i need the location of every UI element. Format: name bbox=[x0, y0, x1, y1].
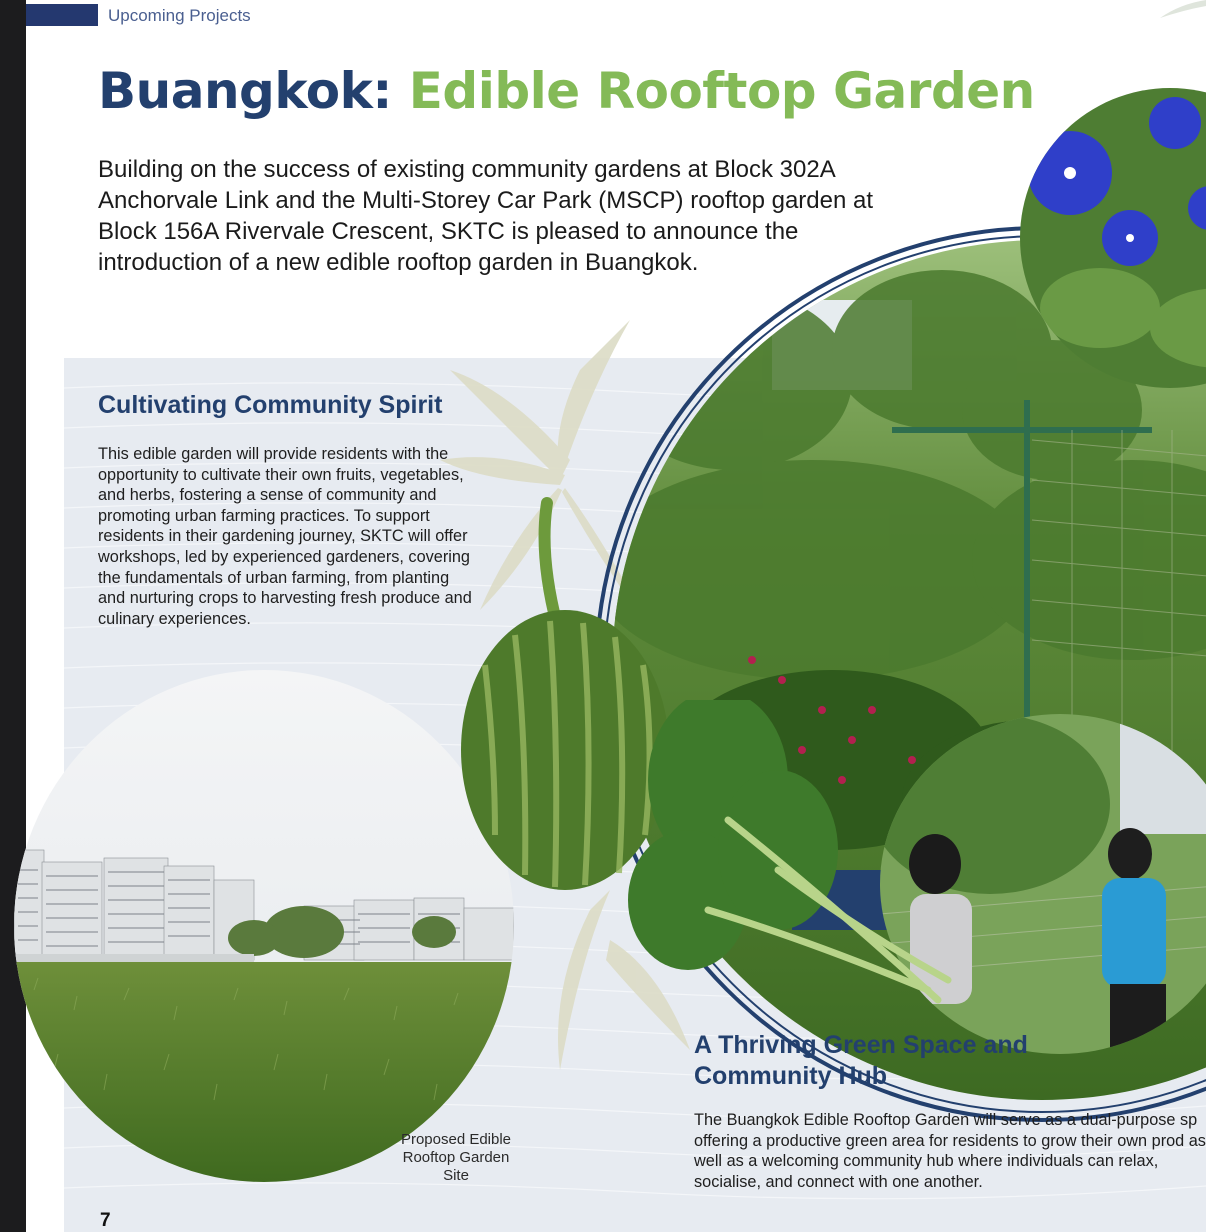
page-number: 7 bbox=[100, 1210, 111, 1231]
title-project: Edible Rooftop Garden bbox=[408, 62, 1035, 120]
proposed-site-photo bbox=[14, 670, 514, 1182]
title-location: Buangkok: bbox=[98, 62, 392, 120]
section-heading-hub: A Thriving Green Space and Community Hub bbox=[694, 1031, 1028, 1090]
section-label: Upcoming Projects bbox=[108, 6, 251, 25]
header-accent-bar bbox=[26, 4, 98, 26]
leafy-greens-illustration bbox=[628, 700, 958, 1010]
page-edge bbox=[0, 0, 26, 1232]
intro-paragraph: Building on the success of existing community gardens at Block 302A Anchorvale Link and the Multi-Storey Car Park (MSCP) rooftop garden at Block 156A Rivervale Crescent, SKTC is pleased to announce the introduction of a new edible rooftop garden in Buangkok. bbox=[98, 156, 874, 276]
section-body-hub: The Buangkok Edible Rooftop Garden will serve as a dual-purpose sp offering a productive green area for residents to grow their own prod as well as a welcoming community hub where individuals can relax, socialise, and connect with one another. bbox=[694, 1111, 1206, 1191]
page-title bbox=[98, 62, 1035, 120]
photo-caption: Proposed Edible Rooftop Garden Site bbox=[400, 1131, 512, 1184]
section-heading-spirit: Cultivating Community Spirit bbox=[98, 391, 443, 419]
corner-leaf-decoration bbox=[1150, 0, 1206, 20]
section-body-spirit: This edible garden will provide residents with the opportunity to cultivate their own fruits, vegetables, and herbs, fostering a sense of community and promoting urban farming practices. To support residents in their gardening journey, SKTC will offer workshops, led by experienced gardeners, covering the fundamentals of urban farming, from planting and nurturing crops to harvesting fresh produce and culinary experiences. bbox=[98, 445, 472, 628]
